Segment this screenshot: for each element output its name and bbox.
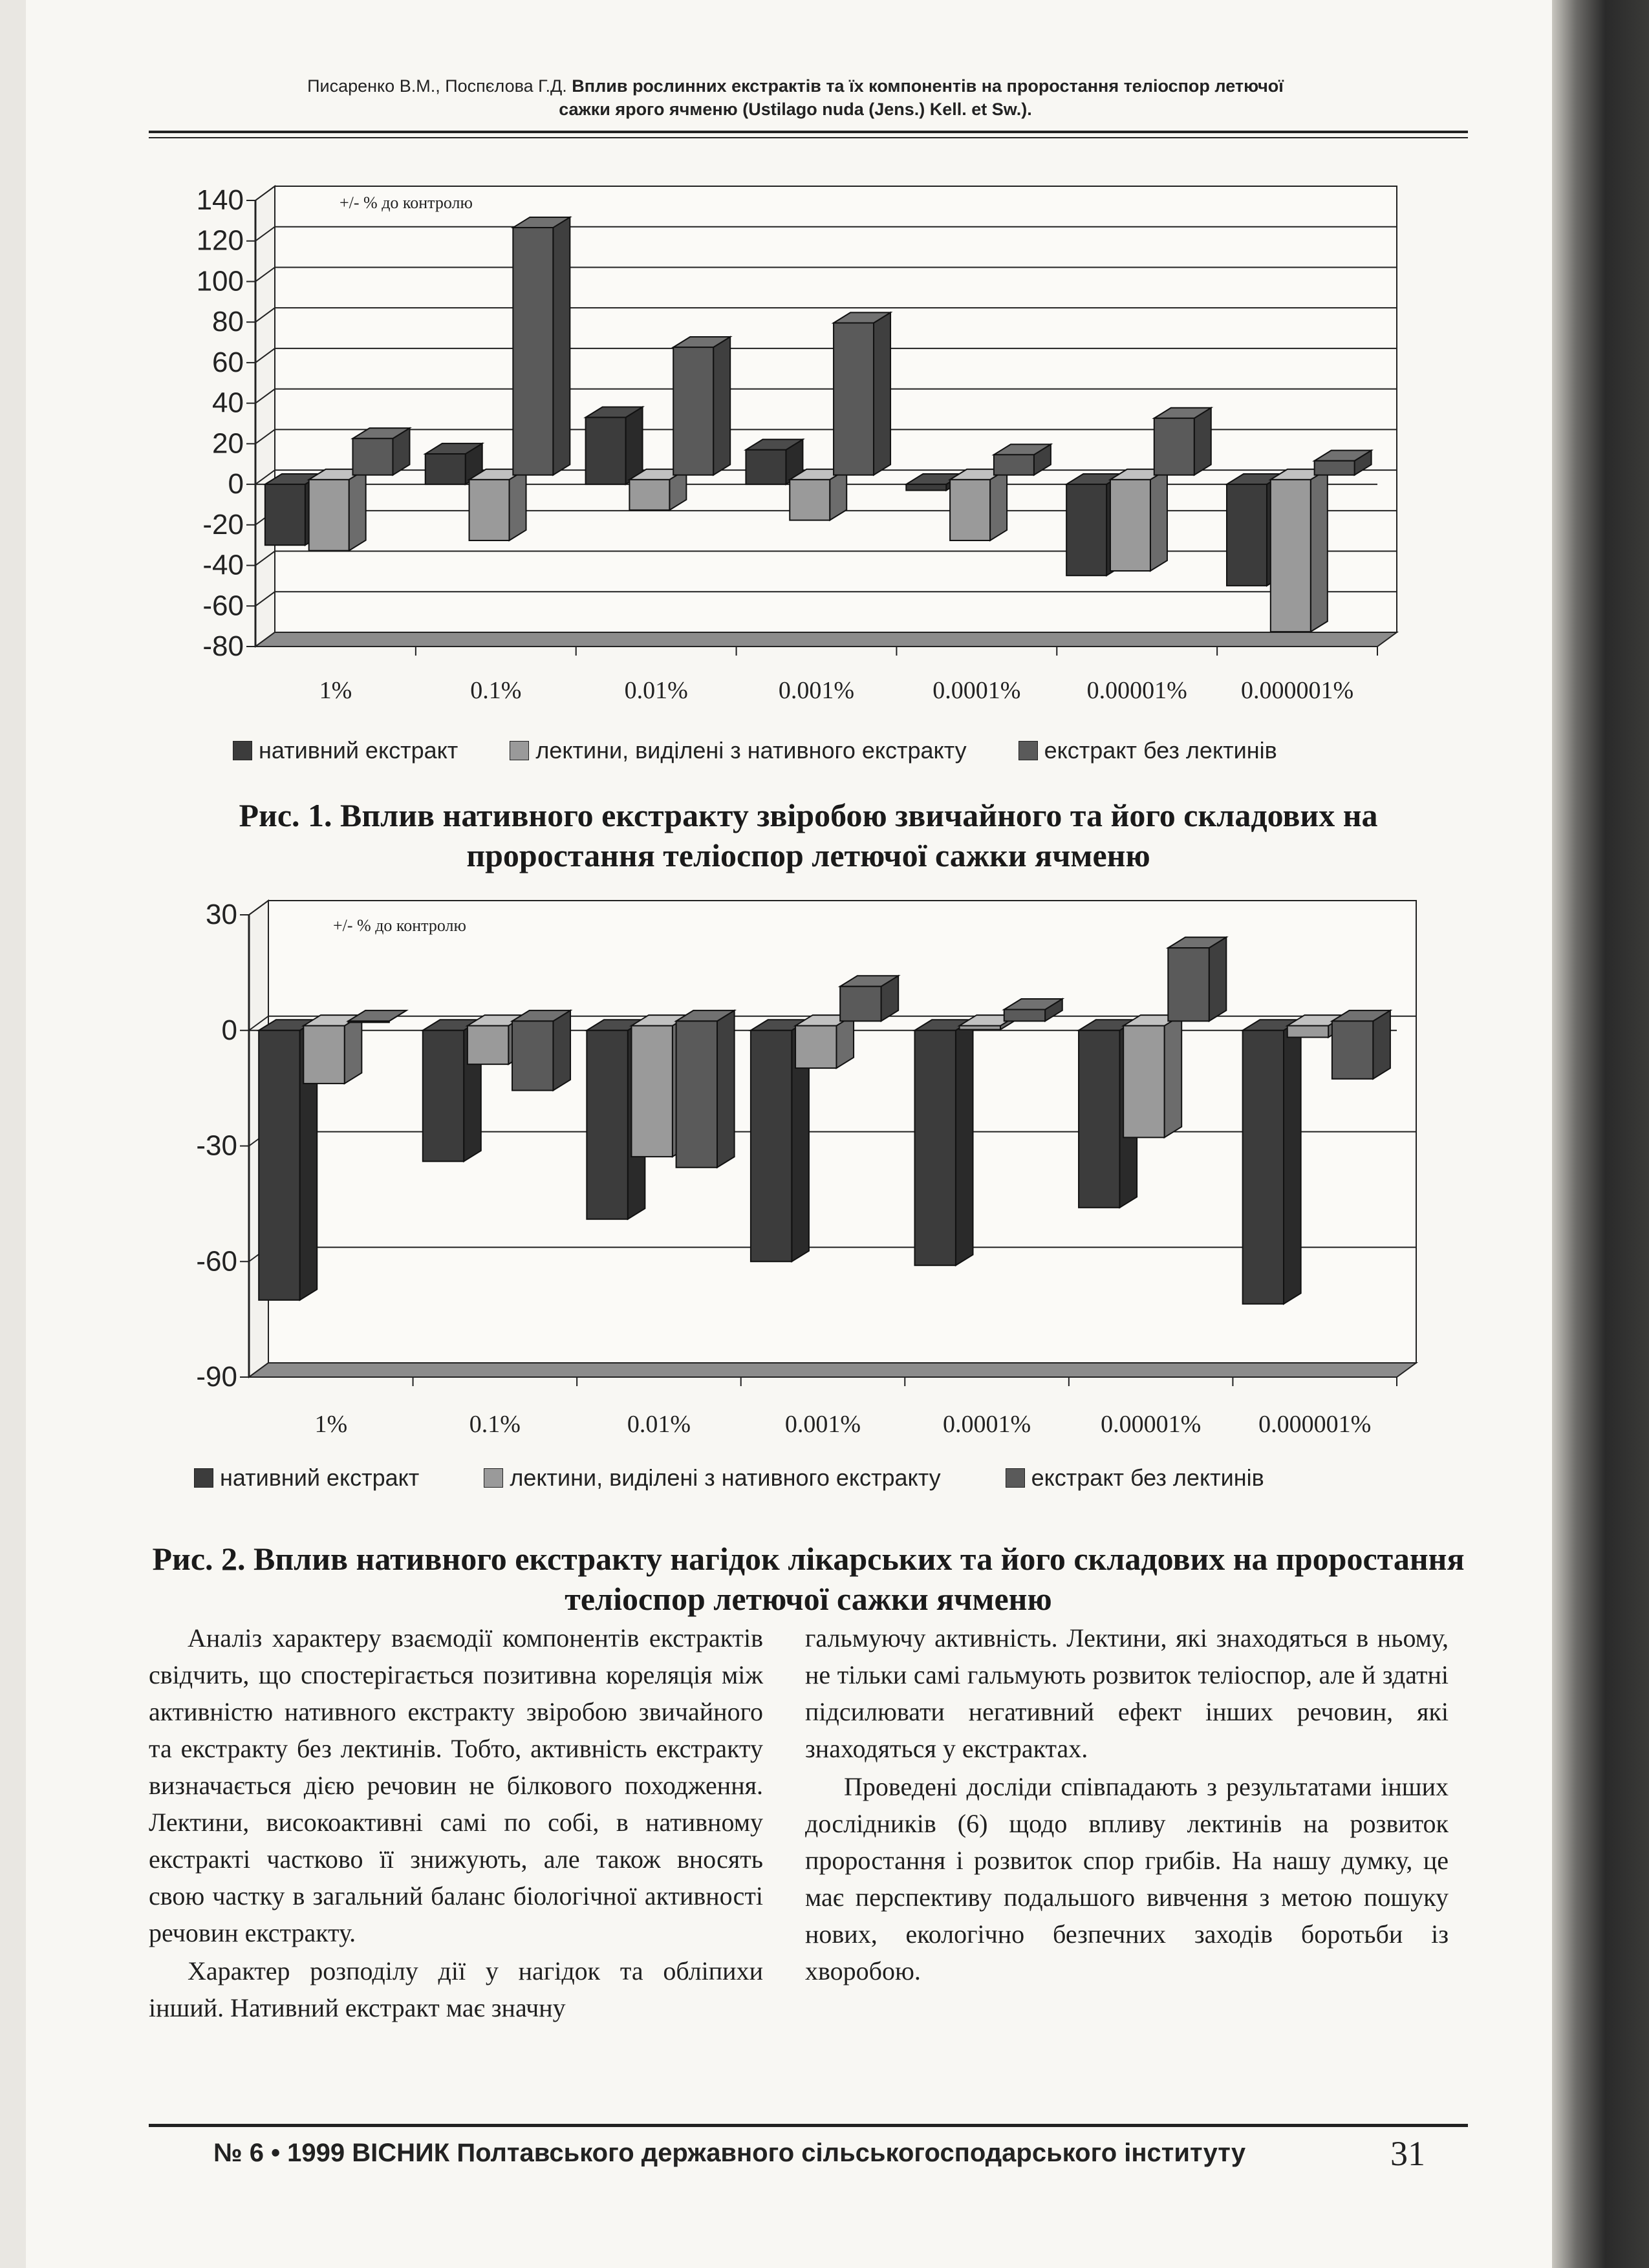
bar [950,469,1007,540]
bar-front [423,1031,464,1162]
bar-front [259,1031,299,1300]
bar-side [1284,1020,1301,1304]
legend-item-lectins: лектини, виділені з нативного екстракту [510,737,966,764]
bar-side [713,337,730,475]
legend-item-native: нативний екстракт [233,737,458,764]
bar-front [265,484,305,545]
y-tick-label: 20 [212,427,244,460]
x-tick-label: 0.01% [624,677,688,704]
bar-side [1209,937,1227,1022]
bar-front [840,987,881,1022]
bar-front [468,1026,508,1065]
bar-side [1194,408,1211,475]
figure-1-caption: Рис. 1. Вплив нативного екстракту звіробою звичайного та його складових на проростання теліоспор летючої сажки ячменю [239,797,1378,873]
figure-1-chart [0,168,1649,724]
y-tick-label: -40 [202,549,244,581]
header-rule-thin [149,137,1468,138]
y-tick-label: -60 [196,1245,237,1278]
x-tick-label: 0.1% [469,1411,521,1438]
bar-front [1079,1031,1119,1208]
bar [303,1015,361,1084]
bar-front [994,455,1034,475]
chart-floor [249,1363,1416,1377]
legend-swatch-native [194,1468,213,1488]
y-tick-label: 140 [196,184,244,216]
x-tick-label: 0.1% [470,677,522,704]
bar [1154,408,1211,475]
y-tick-label: -90 [196,1361,237,1393]
paragraph: Проведені досліди співпадають з результатами інших дослідників (6) щодо впливу лектинів на розвиток проростання і розвиток спор грибів. На нашу думку, це має перспективу подальшого вивчення з метою пошуку нових, екологічно безпечних заходів боротьби із хворобою. [805,1772,1449,1985]
bar-front [631,1026,672,1157]
legend-swatch-native [233,741,252,760]
bar [352,428,409,475]
bar-side [1165,1015,1182,1137]
y-annotation: +/- % до контролю [333,916,466,935]
body-column-right [805,1620,1449,1989]
paragraph: Аналіз характеру взаємодії компонентів екстрактів свідчить, що спостерігається позитивна кореляція між активністю нативного екстракту звіробою звичайного та екстракту без лектинів. Тобто, активність екстракту визначається дією речовин не білкового походження. Лектини, високоактивні самі по собі, в нативному екстракті частково її знижують, але також вносять свою частку в загальний баланс біологічної активності речовин екстракту. [149,1623,763,1947]
bar-front [303,1026,344,1084]
running-header [162,74,1429,121]
bar-front [512,1021,553,1090]
bar-front [906,484,946,490]
bar [513,217,570,475]
bar-front [513,228,553,475]
bar-side [345,1015,362,1084]
bar-front [673,347,713,475]
legend-swatch-lectins [484,1468,503,1488]
bar-front [834,323,874,475]
x-tick-label: 1% [319,677,352,704]
bar-side [553,217,570,475]
x-tick-label: 1% [314,1411,348,1438]
bar [676,1011,735,1168]
bar-front [1315,461,1355,475]
y-tick-label: -80 [202,630,244,662]
bar-front [587,1031,627,1219]
bar [1110,469,1167,571]
figure-2-legend [194,1464,1264,1492]
bar [1271,469,1328,632]
bar-front [746,450,786,484]
bar [1123,1015,1181,1137]
x-tick-label: 0.000001% [1258,1411,1372,1438]
y-tick-label: 100 [196,265,244,297]
bar-front [795,1026,836,1069]
bar [469,469,526,540]
body-column-left [149,1620,763,2026]
legend-swatch-no-lectins [1006,1468,1025,1488]
bar-front [751,1031,792,1262]
x-tick-label: 0.0001% [932,677,1021,704]
legend-swatch-no-lectins [1018,741,1038,760]
chart-floor [255,632,1397,647]
y-annotation: +/- % до контролю [339,193,473,212]
x-tick-label: 0.000001% [1240,677,1354,704]
legend-swatch-lectins [510,741,529,760]
legend-item-no-lectins: екстракт без лектинів [1006,1464,1264,1491]
bar-side [717,1011,735,1168]
bar-side [1311,469,1328,632]
footer-rule [149,2124,1468,2127]
chart-side-wall [255,186,275,647]
bar [1332,1011,1390,1079]
header-title-line1: Вплив рослинних екстрактів та їх компонентів на проростання теліоспор летючої [572,76,1284,96]
bar [994,444,1051,475]
y-tick-label: 0 [228,468,244,500]
bar-side [510,469,526,540]
bar-front [629,480,669,510]
bar-front [1110,480,1150,571]
bar-front [960,1026,1000,1030]
page-number: 31 [1390,2134,1425,2173]
bar-front [1066,484,1106,575]
header-rule [149,131,1468,133]
bar [1243,1020,1301,1304]
bar-side [1373,1011,1390,1079]
bar-side [553,1011,570,1091]
y-tick-label: 80 [212,306,244,338]
bar [586,407,643,484]
bar-side [956,1020,973,1265]
bar-front [1271,480,1311,632]
bar [795,1015,854,1068]
y-tick-label: -60 [202,590,244,622]
bar-front [586,418,626,485]
x-tick-label: 0.0001% [942,1411,1031,1438]
y-tick-label: 60 [212,346,244,378]
bar-front [1243,1031,1284,1304]
bar-side [874,312,890,475]
bar-front [426,454,466,484]
bar-front [1123,1026,1164,1138]
y-tick-label: -20 [202,508,244,540]
bar-front [790,480,830,520]
paragraph: гальмуючу активність. Лектини, які знаходяться в ньому, не тільки самі гальмують розвиток теліоспор, але й здатні підсилювати негативний ефект інших речовин, які знаходяться у екстрактах. [805,1623,1449,1763]
bar-front [1288,1026,1328,1038]
header-title-line2: сажки ярого ячменю (Ustilago nuda (Jens.) Kell. et Sw.). [559,100,1032,119]
bar [673,337,730,475]
bar [309,469,366,551]
x-tick-label: 0.001% [778,677,855,704]
y-tick-label: 0 [221,1014,237,1046]
y-tick-label: -30 [196,1129,237,1162]
bar-front [1168,948,1209,1021]
paragraph: Характер розподілу дії у нагідок та обліпихи інший. Нативний екстракт має значну [149,1956,763,2022]
bar [512,1011,570,1091]
header-authors: Писаренко В.М., Поспєлова Г.Д. [307,76,567,96]
bar-side [1150,469,1167,571]
legend-item-no-lectins: екстракт без лектинів [1018,737,1277,764]
x-tick-label: 0.001% [784,1411,861,1438]
legend-item-lectins: лектини, виділені з нативного екстракту [484,1464,940,1491]
bar [915,1020,973,1265]
bar-front [676,1021,717,1167]
x-tick-label: 0.00001% [1086,677,1187,704]
bar-front [469,480,510,540]
bar [834,312,890,475]
bar-front [950,480,990,540]
bar-front [309,480,349,551]
bar-front [348,1021,389,1022]
bar-front [915,1031,956,1265]
figure-1-legend [233,737,1277,764]
bar-front [352,438,393,475]
bar-front [1332,1021,1373,1078]
bar [790,469,846,520]
figure-2-chart [0,886,1649,1455]
y-tick-label: 40 [212,387,244,419]
figure-2-caption: Рис. 2. Вплив нативного екстракту нагідок лікарських та його складових на проростання теліоспор летючої сажки ячменю [152,1541,1465,1617]
y-tick-label: 30 [206,899,237,930]
bar-front [1227,484,1267,586]
bar [840,976,898,1021]
footer-journal: № 6 • 1999 ВІСНИК Полтавського державного сільськогосподарського інституту [213,2139,1246,2167]
bar-side [990,469,1007,540]
x-tick-label: 0.00001% [1101,1411,1202,1438]
y-tick-label: 120 [196,224,244,257]
bar-side [349,469,366,551]
legend-item-native: нативний екстракт [194,1464,419,1491]
bar-front [1154,418,1194,475]
bar [1168,937,1226,1022]
bar-front [1004,1009,1045,1021]
x-tick-label: 0.01% [627,1411,691,1438]
